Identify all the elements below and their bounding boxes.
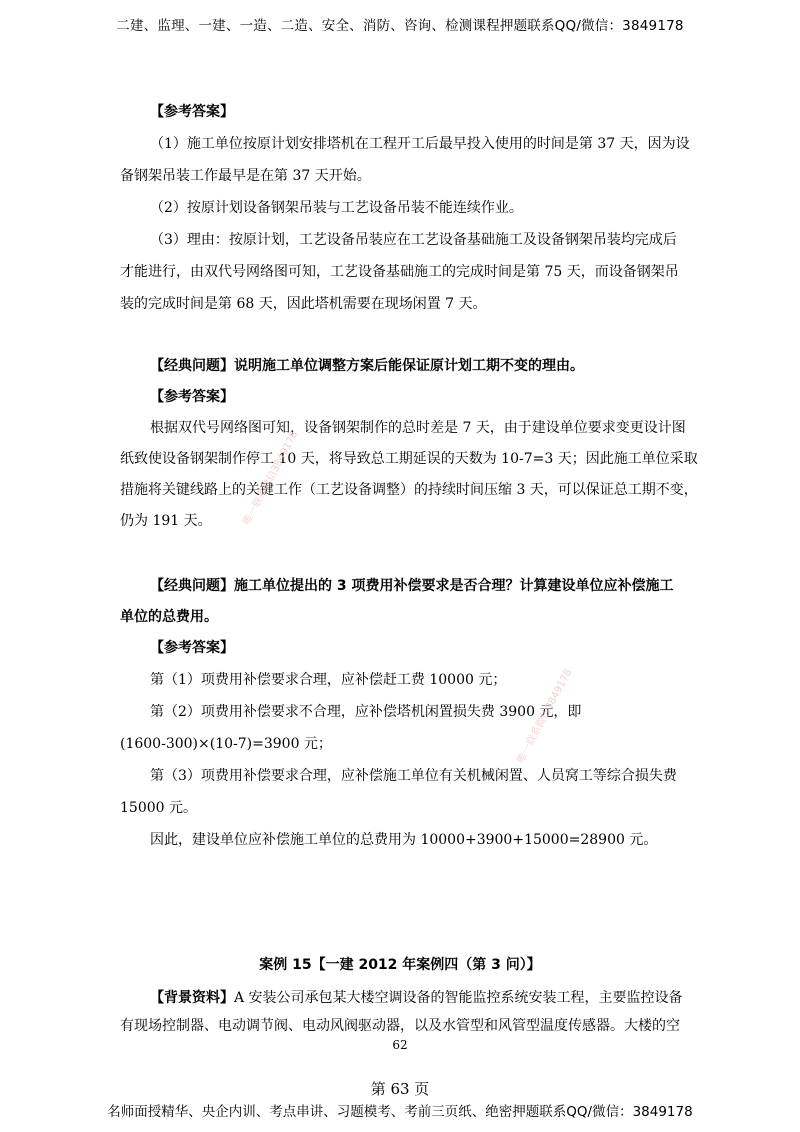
background-text: A 安装公司承包某大楼空调设备的智能监控系统安装工程，主要监控设备 (234, 990, 683, 1006)
paragraph-line: 因此，建设单位应补偿施工单位的总费用为 10000+3900+15000=28900 元。 (150, 832, 658, 848)
page-number: 62 (392, 1038, 408, 1052)
paragraph-line: 措施将关键线路上的关键工作（工艺设备调整）的持续时间压缩 3 天，可以保证总工期不变， (120, 482, 698, 498)
paragraph-line: （1）施工单位按原计划安排塔机在工程开工后最早投入使用的时间是第 37 天，因为设 (150, 136, 690, 152)
paragraph-line: 第（1）项费用补偿要求合理，应补偿赶工费 10000 元； (150, 672, 507, 688)
background-line (150, 988, 720, 1008)
background-label: 【背景资料】 (150, 990, 234, 1006)
paragraph-line: 根据双代号网络图可知，设备钢架制作的总时差是 7 天，由于建设单位要求变更设计图 (150, 420, 686, 436)
question-heading: 【经典问题】施工单位提出的 3 项费用补偿要求是否合理？计算建设单位应补偿施工 (150, 578, 674, 594)
paragraph-line: 15000 元。 (120, 800, 197, 816)
question-heading: 单位的总费用。 (120, 609, 218, 625)
background-line: 有现场控制器、电动调节阀、电动风阀驱动器，以及水管型和风管型温度传感器。大楼的空 (120, 1018, 680, 1034)
paragraph-line: 第（3）项费用补偿要求合理，应补偿施工单位有关机械闲置、人员窝工等综合损失费 (150, 768, 677, 784)
page-footer: 名师面授精华、央企内训、考点串讲、习题模考、考前三页纸、绝密押题联系QQ/微信：3849178 (107, 1104, 693, 1120)
answer-heading: 【参考答案】 (150, 389, 234, 405)
paragraph-line: （3）理由：按原计划，工艺设备吊装应在工艺设备基础施工及设备钢架吊装均完成后 (150, 232, 677, 248)
paragraph-line: (1600-300)×(10-7)=3900 元； (120, 736, 332, 752)
page-header: 二建、监理、一建、一造、二造、安全、消防、咨询、检测课程押题联系QQ/微信：3849178 (116, 18, 684, 34)
page-label: 第 63 页 (370, 1080, 430, 1098)
answer-heading: 【参考答案】 (150, 640, 234, 656)
case-title: 案例 15【一建 2012 年案例四（第 3 问）】 (259, 957, 541, 973)
answer-heading: 【参考答案】 (150, 104, 234, 120)
watermark: 唯一联系微信3849178 (515, 667, 575, 766)
paragraph-line: 备钢架吊装工作最早是在第 37 天开始。 (120, 168, 371, 184)
paragraph-line: 仍为 191 天。 (120, 513, 212, 529)
paragraph-line: 装的完成时间是第 68 天，因此塔机需要在现场闲置 7 天。 (120, 296, 487, 312)
paragraph-line: 纸致使设备钢架制作停工 10 天，将导致总工期延误的天数为 10-7=3 天；因此施工单位采取 (120, 451, 698, 467)
question-heading: 【经典问题】说明施工单位调整方案后能保证原计划工期不变的理由。 (150, 358, 584, 374)
watermark: 唯一联系微信3849178 (241, 429, 301, 528)
paragraph-line: 第（2）项费用补偿要求不合理，应补偿塔机闲置损失费 3900 元，即 (150, 704, 582, 720)
paragraph-line: （2）按原计划设备钢架吊装与工艺设备吊装不能连续作业。 (150, 200, 523, 216)
paragraph-line: 才能进行，由双代号网络图可知，工艺设备基础施工的完成时间是第 75 天，而设备钢架吊 (120, 264, 679, 280)
